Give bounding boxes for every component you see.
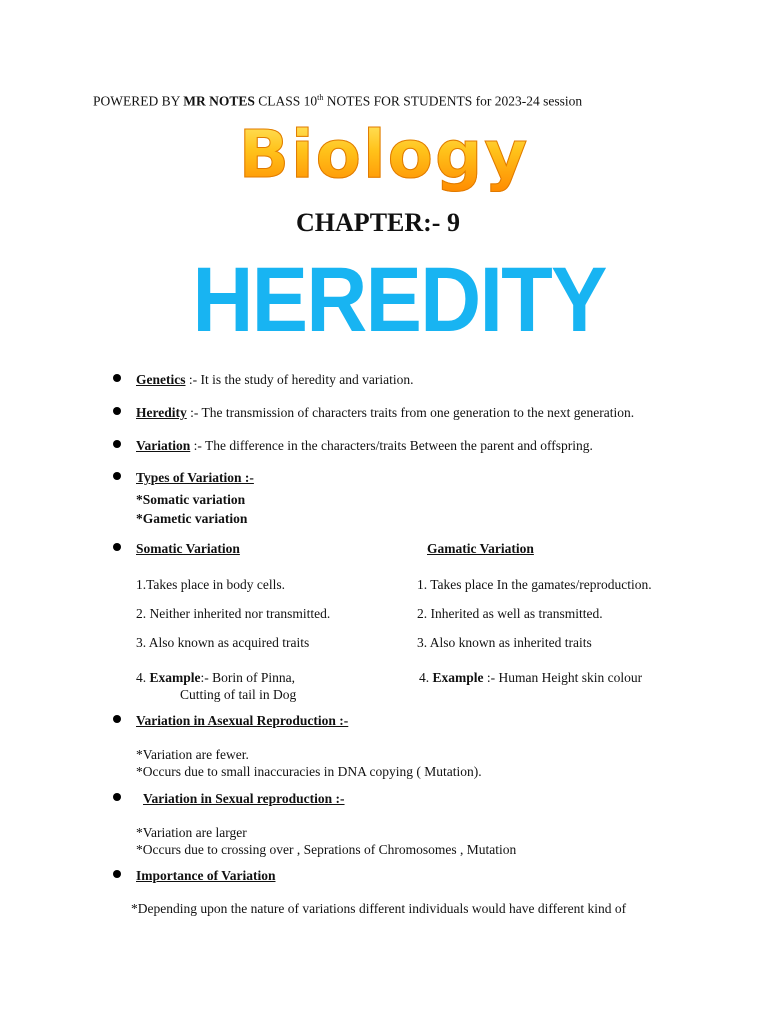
types-term: Types of Variation :- [136,470,254,485]
asexual-item-1: *Variation are fewer. [136,747,249,762]
genetics-item [136,372,413,388]
sexual-term: Variation in Sexual reproduction :- [143,791,345,806]
bullet-icon [113,374,121,382]
bullet-icon [113,543,121,551]
somatic-row-4-cont: Cutting of tail in Dog [180,687,297,702]
importance-term: Importance of Variation [136,868,276,883]
variation-item [136,438,593,454]
asexual-item-2: *Occurs due to small inaccuracies in DNA copying ( Mutation). [136,764,482,779]
chapter-title: HEREDITY [192,249,606,351]
genetics-def: :- It is the study of heredity and variation. [185,372,414,387]
sexual-item-2: *Occurs due to crossing over , Seprations of Chromosomes , Mutation [136,842,517,857]
heredity-def: :- The transmission of characters traits from one generation to the next generation. [186,405,635,420]
types-item-somatic: *Somatic variation [136,492,246,507]
bullet-icon [113,715,121,723]
somatic-row-4 [136,670,295,686]
gamatic-example-label: Example [432,670,484,685]
somatic-row-4-num: 4. [136,670,150,685]
gamatic-example-text: :- Human Height skin colour [483,670,643,685]
header-class-sup: th [317,93,324,102]
gamatic-heading: Gamatic Variation [427,541,534,556]
somatic-row-1: 1.Takes place in body cells. [136,577,286,592]
document-header [93,93,582,110]
header-class: CLASS 10 [254,93,318,109]
chapter-number: CHAPTER:- 9 [296,208,460,237]
somatic-heading: Somatic Variation [136,541,240,556]
gamatic-row-2: 2. Inherited as well as transmitted. [417,606,603,621]
types-item-gametic: *Gametic variation [136,511,248,526]
genetics-term: Genetics [136,372,186,387]
importance-text: *Depending upon the nature of variations different individuals would have different kind of [131,901,627,916]
header-prefix: POWERED BY [93,93,184,109]
sexual-item-1: *Variation are larger [136,825,247,840]
gamatic-row-4-num: 4. [419,670,433,685]
asexual-term: Variation in Asexual Reproduction :- [136,713,349,728]
somatic-example-text: :- Borin of Pinna, [200,670,296,685]
heredity-item [136,405,634,421]
bullet-icon [113,472,121,480]
bullet-icon [113,407,121,415]
heredity-term: Heredity [136,405,187,420]
bullet-icon [113,440,121,448]
bullet-icon [113,793,121,801]
bullet-icon [113,870,121,878]
somatic-example-label: Example [149,670,201,685]
somatic-row-3: 3. Also known as acquired traits [136,635,310,650]
gamatic-row-4 [419,670,642,686]
header-suffix: NOTES FOR STUDENTS for 2023-24 session [323,93,583,109]
subject-title: Biology [0,116,768,193]
gamatic-row-3: 3. Also known as inherited traits [417,635,592,650]
header-brand: MR NOTES [183,93,255,109]
somatic-row-2: 2. Neither inherited nor transmitted. [136,606,331,621]
gamatic-row-1: 1. Takes place In the gamates/reproduction. [417,577,652,592]
variation-def: :- The difference in the characters/traits Between the parent and offspring. [190,438,593,453]
variation-term: Variation [136,438,191,453]
